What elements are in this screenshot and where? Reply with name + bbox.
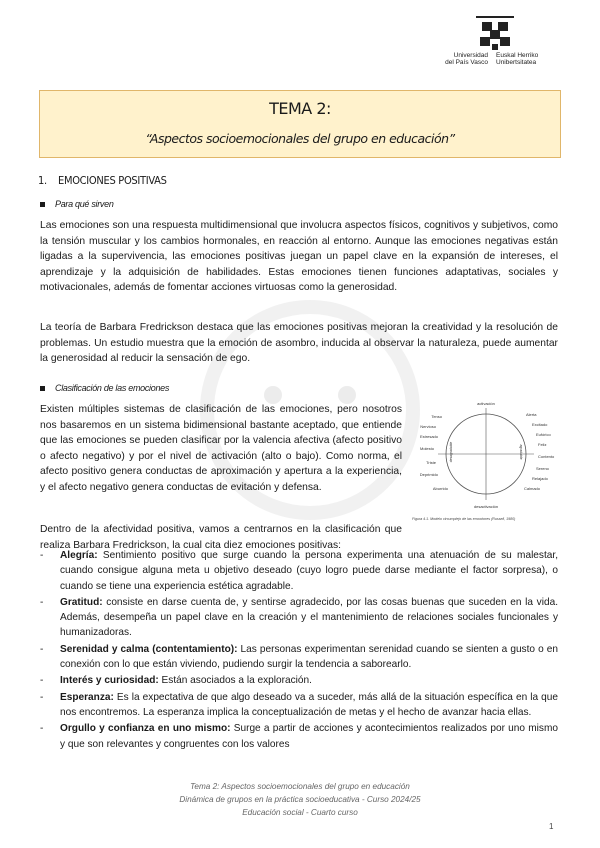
list-item: - Orgullo y confianza en uno mismo: Surge a partir de acciones y acontecimientos realizados por uno mismo y que son relevantes y congruentes con los valores bbox=[40, 723, 558, 750]
fig-word: Tenso bbox=[431, 414, 442, 419]
emotion-text: Están asociados a la exploración. bbox=[158, 675, 312, 687]
university-logo-mark-icon bbox=[476, 16, 514, 50]
footer-line: Dinámica de grupos en la práctica socioeducativa - Curso 2024/25 bbox=[179, 795, 421, 804]
university-logo bbox=[428, 14, 558, 74]
emotion-text: Las personas experimentan serenidad cuando se sienten a gusto o en conexión con lo que están viviendo, pudiendo surgir la tendencia a saborearlo. bbox=[60, 643, 559, 671]
fig-word: Contento bbox=[538, 454, 555, 459]
fig-word: Calmado bbox=[524, 486, 541, 491]
page-number: 1 bbox=[549, 822, 554, 831]
emotion-text: Es la expectativa de que algo deseado va a suceder, más allá de la situación específica en la que nos encontremos. La esperanza implica la conceptualización de metas y el hecho de avanzar hacia ellas. bbox=[60, 691, 558, 718]
emotion-term: Alegría: bbox=[60, 550, 98, 561]
fig-word: Sereno bbox=[536, 466, 549, 471]
title-box bbox=[39, 90, 561, 158]
page-footer bbox=[0, 780, 600, 819]
fig-word: Excitado bbox=[532, 422, 548, 427]
fig-word: Feliz bbox=[538, 442, 547, 447]
page-subtitle: “Aspectos socioemocionales del grupo en educación” bbox=[145, 131, 455, 146]
subheading-label: Clasificación de las emociones bbox=[55, 383, 170, 393]
list-item: - Serenidad y calma (contentamiento): Las personas experimentan serenidad cuando se sienten a gusto o en conexión con lo que están viviendo, pudiendo surgir la tendencia a saborearlo. bbox=[40, 643, 559, 671]
list-item: - Esperanza: Es la expectativa de que algo deseado va a suceder, más allá de la situación específica en la que nos encontremos. La esperanza implica la conceptualización de metas y el hecho de avanzar hacia ellas. bbox=[40, 691, 558, 718]
square-bullet-icon bbox=[40, 386, 45, 391]
fig-word: Molesto bbox=[419, 446, 434, 451]
fig-word: Relajado bbox=[532, 476, 548, 481]
paragraph-fredrickson-list-intro: Dentro de la afectividad positiva, vamos a centrarnos en la clasificación que realiza Barbara Fredrickson, la cual cita diez emociones positivas: bbox=[40, 524, 402, 551]
emotion-text: consiste en darse cuenta de, y sentirse agradecido, por las cosas buenas que suceden en la vida. Además, desempeña un papel clave en la creación y el mantenimiento de relaciones sociales funcionales y humanizadoras. bbox=[60, 596, 558, 639]
footer-line: Tema 2: Aspectos socioemocionales del grupo en educación bbox=[190, 782, 410, 791]
subheading-clasificacion bbox=[40, 383, 169, 393]
subheading-para-que-sirven bbox=[40, 199, 114, 209]
list-item: - Interés y curiosidad: Están asociados a la exploración. bbox=[40, 675, 312, 687]
section-heading bbox=[38, 174, 167, 187]
emotion-text: Surge a partir de acciones y acontecimientos realizados por uno mismo y que son relevantes y congruentes con los valores bbox=[60, 723, 558, 750]
fig-left-axis: desagradable bbox=[449, 441, 453, 463]
emotion-term: Orgullo y confianza en uno mismo: bbox=[60, 723, 231, 735]
footer-line: Educación social - Cuarto curso bbox=[242, 808, 358, 817]
emotion-term: Interés y curiosidad: bbox=[60, 675, 159, 687]
paragraph-classification: Existen múltiples sistemas de clasificación de las emociones, pero nosotros nos basaremos en un sistema bidimensional bastante aceptado, que entiende que las emociones se pueden clasificar por la valencia afectiva (afecto positivo o afecto negativo) y por el nivel de activación (alto o bajo). Como norma, el afecto positivo genera conductas de aproximación y apertura a la experiencia, y el afecto negativo genera conductas de evitación y defensa. bbox=[40, 404, 402, 493]
emotion-term: Gratitud: bbox=[60, 596, 103, 608]
fig-word: Estresado bbox=[419, 434, 438, 439]
logo-text-basque: Euskal Herriko Unibertsitatea bbox=[496, 52, 539, 66]
emotions-list bbox=[40, 548, 559, 753]
fig-word: Alerta bbox=[526, 412, 537, 417]
fig-word: Deprimido bbox=[419, 472, 438, 477]
fig-word: Eufórico bbox=[536, 432, 551, 437]
section-number: 1. bbox=[38, 174, 47, 187]
subheading-label: Para qué sirven bbox=[55, 199, 114, 209]
square-bullet-icon bbox=[40, 202, 45, 207]
list-item: - Gratitud: consiste en darse cuenta de, y sentirse agradecido, por las cosas buenas que suceden en la vida. Además, desempeña un papel clave en la creación y el mantenimiento de relaciones sociales funcionales y humanizadoras. bbox=[40, 596, 558, 639]
emotion-text: Sentimiento positivo que surge cuando la persona experimenta una atenuación de su malestar, cuando consigue alguna meta u objetivo deseado (cuyo logro puede darse mediante el factor sorpresa), o cuando se tiene una experiencia estética agradable. bbox=[60, 550, 558, 592]
fig-right-axis: agradable bbox=[519, 444, 523, 460]
page-title: TEMA 2: bbox=[269, 99, 331, 118]
emotion-term: Esperanza: bbox=[60, 691, 114, 703]
circumplex-figure bbox=[412, 394, 560, 514]
logo-text-spanish: Universidad del País Vasco bbox=[445, 52, 488, 66]
emotion-term: Serenidad y calma (contentamiento): bbox=[60, 643, 238, 655]
paragraph-intro: Las emociones son una respuesta multidimensional que involucra aspectos físicos, cognitivos y subjetivos, como la tensión muscular y los cambios hormonales, en reacción al entorno. Aunque las emociones negativas están ligadas a la supervivencia, las emociones positivas juegan un papel clave en la expansión de intereses, el aprendizaje y la adquisición de habilidades. Estas emociones tienen funciones adaptativas, sociales y motivacionales, además de fomentar acciones virtuosas como la generosidad. bbox=[40, 220, 558, 293]
fig-top-label: activación bbox=[477, 401, 495, 406]
fig-word: Triste bbox=[426, 460, 436, 465]
figure-caption: Figura 4.1. Modelo circumplejo de las emociones (Russell, 1980) bbox=[412, 517, 516, 521]
paragraph-fredrickson: La teoría de Barbara Fredrickson destaca que las emociones positivas mejoran la creatividad y la resolución de problemas. Un estudio muestra que la emoción de asombro, inducida al observar la naturaleza, puede aumentar la generosidad al reducir la sensación de ego. bbox=[40, 322, 558, 364]
fig-word: Nervioso bbox=[420, 424, 436, 429]
fig-bottom-label: desactivación bbox=[473, 504, 499, 509]
list-item: - Alegría: Sentimiento positivo que surge cuando la persona experimenta una atenuación de su malestar, cuando consigue alguna meta u objetivo deseado (cuyo logro puede darse mediante el factor sorpresa), o cuando se tiene una experiencia estética agradable. bbox=[40, 550, 558, 592]
fig-word: Aburrido bbox=[432, 486, 448, 491]
section-title: EMOCIONES POSITIVAS bbox=[58, 174, 167, 187]
